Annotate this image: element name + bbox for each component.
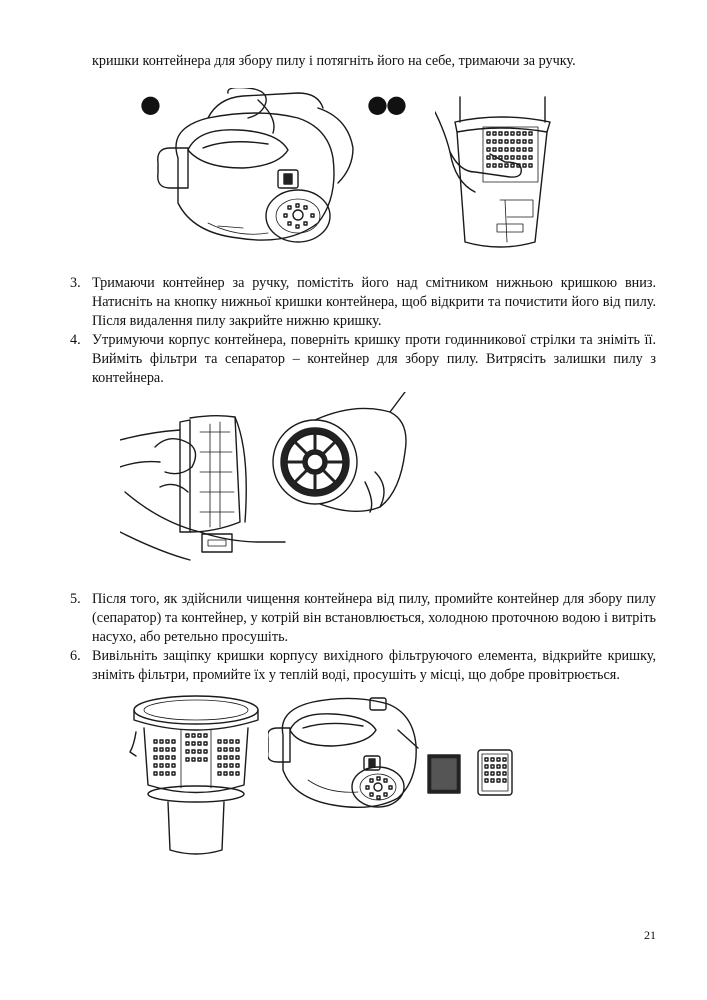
step-line: (сепаратор) та контейнер, у котрій він встановлюється, холодною проточною водою і витріть [92, 610, 656, 626]
step-number: 3. [70, 275, 81, 291]
step-4 [70, 331, 656, 388]
illustration-filter-removal [435, 92, 565, 257]
illustration-outlet-filters [268, 690, 528, 815]
illustration-separator-and-filter [120, 392, 420, 572]
step-6 [70, 647, 656, 685]
step-5 [70, 590, 656, 647]
step-line: Натисніть на кнопку нижньої кришки контейнера, щоб відкрити та почистити його від пилу. [92, 294, 656, 310]
step-3 [70, 274, 656, 331]
step-line: Тримаючи контейнер за ручку, помістіть його над смітником нижньою кришкою вниз. [92, 275, 656, 291]
step-line: Вивільніть защіпку кришки корпусу вихідного фільтруючого елемента, відкрийте кришку, [92, 648, 656, 664]
step-line: насухо, або ретельно просушіть. [92, 629, 289, 645]
step-number: 4. [70, 332, 81, 348]
step-line: Після видалення пилу закрийте нижню кришку. [92, 313, 382, 329]
step-line: Вийміть фільтри та сепаратор – контейнер для збору пилу. Витрясіть залишки пилу з [92, 351, 656, 367]
intro-text: кришки контейнера для збору пилу і потягніть його на себе, тримаючи за ручку. [92, 53, 576, 69]
page-number: 21 [644, 928, 656, 942]
illustration-cyclone-filter [126, 690, 266, 860]
figure-marker-double: ●● [367, 90, 405, 118]
step-line: Утримуючи корпус контейнера, поверніть кришку проти годинникової стрілки та зніміть її. [92, 332, 656, 348]
step-number: 5. [70, 591, 81, 607]
figure-marker-single: ● [140, 90, 161, 118]
step-line: зніміть фільтри, промийте їх у теплій воді, просушіть у місці, що добре провітрюється. [92, 667, 620, 683]
step-line: Після того, як здійснили чищення контейнера від пилу, промийте контейнер для збору пилу [92, 591, 656, 607]
illustration-vacuum-container-release [148, 88, 368, 253]
step-line: контейнера. [92, 370, 164, 386]
step-number: 6. [70, 648, 81, 664]
